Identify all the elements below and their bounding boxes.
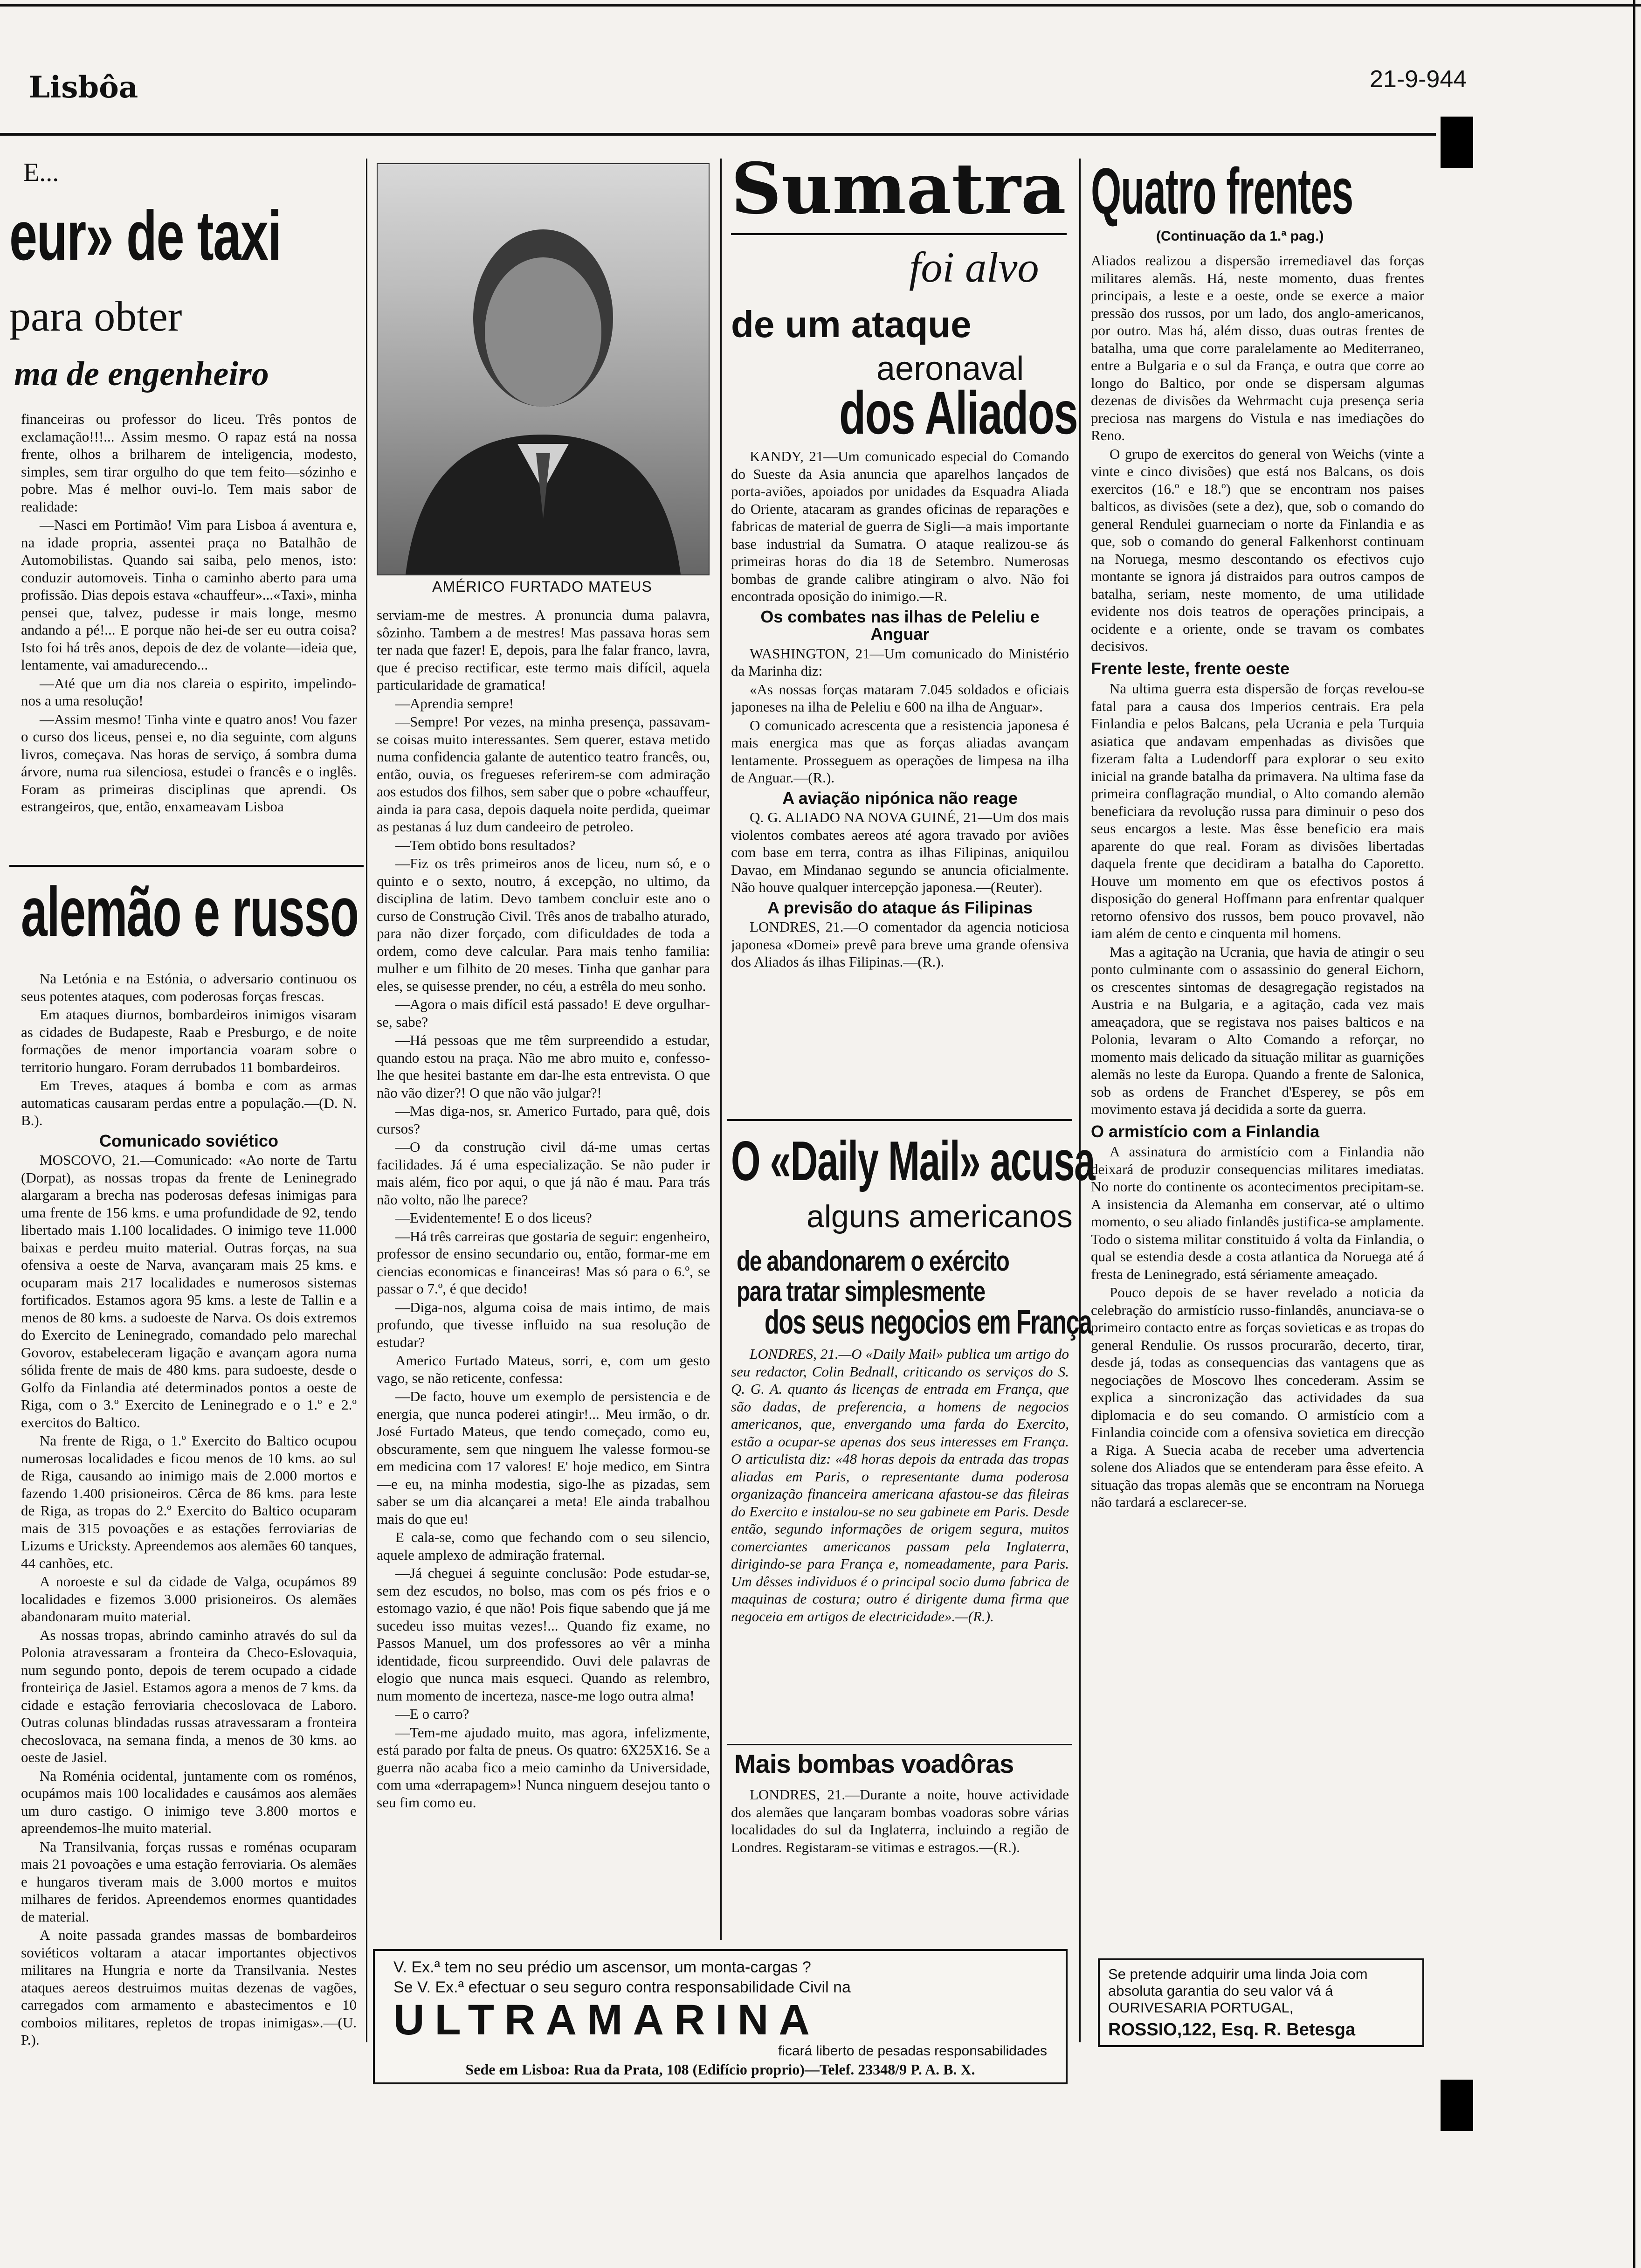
- dm-line3: de abandonarem o exército: [737, 1245, 1009, 1277]
- col4-headline: Quatro frentes: [1091, 154, 1353, 228]
- col4-continuation: (Continuação da 1.ª pag.): [1156, 228, 1324, 244]
- corner-block-top: [1441, 117, 1473, 168]
- col1-article-bottom: [21, 970, 357, 2080]
- paragraph: «As nossas forças mataram 7.045 soldados e oficiais japoneses na ilha de Peleliu e 600 na ilha de Anguar».: [731, 681, 1069, 715]
- dm-line5: dos seus negocios em França: [765, 1304, 1092, 1341]
- paragraph: LONDRES, 21.—O comentador da agencia noticiosa japonesa «Domei» prevê para breve uma grande ofensiva dos Aliados ás ilhas Filipinas.—(R.).: [731, 919, 1069, 970]
- paragraph: —Tem-me ajudado muito, mas agora, infelizmente, está parado por falta de pneus. Os quatro: 6X25X16. Se a guerra não acaba fico a meio caminho da Universidade, com uma «derrapagem»! Nunca ninguem desejou tanto o seu fim como eu.: [377, 1724, 710, 1811]
- paragraph: —Mas diga-nos, sr. Americo Furtado, para quê, dois cursos?: [377, 1103, 710, 1137]
- col-separator-2: [720, 159, 722, 1940]
- paragraph: —Sempre! Por vezes, na minha presença, passavam-se coisas muito interessantes. Sem querer, estava metido numa confidencia galante de autentico teatro francês, ou, então, ouvia, os fregueses referirem-se com admiração aos estudos dos filhos, sem saber que o pobre «chauffeur, ainda ia para casa, depois daquela noite perdida, queimar as pestanas á luz dum candeeiro de petroleo.: [377, 713, 710, 835]
- dm-line4: para tratar simplesmente: [737, 1276, 985, 1307]
- paragraph: Em ataques diurnos, bombardeiros inimigos visaram as cidades de Budapeste, Raab e Presburgo, e de noite formações de menor importancia voaram sobre o territorio hungaro. Foram derrubados 11 bombardeiros.: [21, 1006, 357, 1075]
- photo-caption: AMÉRICO FURTADO MATEUS: [432, 578, 652, 595]
- paragraph: KANDY, 21—Um comunicado especial do Comando do Sueste da Asia anuncia que aparelhos lançados de porta-aviões, apoiados por unidades da Esquadra Aliada do Oriente, atacaram as grandes oficinas de reparações e fabricas de material de guerra de Sigli—a mais importante base industrial da Sumatra. O ataque realizou-se ás primeiras horas do dia 18 de Setembro. Numerosas bombas de grande calibre atingiram o alvo. Não foi encontrada oposição do inimigo.—R.: [731, 448, 1069, 604]
- col3-article-top: [731, 448, 1069, 1100]
- col4-subheading: O armistício com a Finlandia: [1091, 1121, 1320, 1141]
- jewelry-ad-text: Se pretende adquirir uma linda Joia com absoluta garantia do seu valor vá á OURIVESARIA PORTUGAL,: [1108, 1966, 1368, 2016]
- bombs-headline: Mais bombas voadôras: [734, 1749, 1014, 1778]
- col1-headline: eur» de taxi: [9, 196, 281, 275]
- col1-article-top: [21, 410, 357, 867]
- jewelry-ad-address: ROSSIO,122, Esq. R. Betesga: [1108, 2020, 1356, 2040]
- paragraph: financeiras ou professor do liceu. Três pontos de exclamação!!!... Assim mesmo. O rapaz está na nossa frente, olhos a brilharem de inteligencia, modesto, simples, sem tirar orgulho do que tem feito—sózinho e pobre. Mas é melhor ouvi-lo. Tem mais sabor de realidade:: [21, 411, 357, 515]
- paragraph: —Até que um dia nos clareia o espirito, impelindo-nos a uma resolução!: [21, 675, 357, 709]
- dm-line2: alguns americanos: [807, 1199, 1073, 1234]
- top-rule: [0, 4, 1641, 7]
- paragraph: —Diga-nos, alguma coisa de mais intimo, de mais profundo, que tivesse influido na sua resolução de estudar?: [377, 1299, 710, 1350]
- paragraph: Na Roménia ocidental, juntamente com os roménos, ocupámos mais 100 localidades e causámos aos alemães um duro castigo. O inimigo teve 3.800 mortos e apreendemos-lhe muito material.: [21, 1767, 357, 1836]
- bombs-article: [731, 1786, 1069, 1935]
- portrait-photo: [377, 163, 710, 575]
- col1-subhead: para obter: [9, 292, 182, 340]
- paragraph: —Há três carreiras que gostaria de seguir: engenheiro, professor de ensino secundario ou, então, formar-me em ciencias economicas e financeiras! Mas só para o 6.º, se passar o 7.º, é que decido!: [377, 1228, 710, 1297]
- dm-article: [731, 1345, 1069, 1756]
- paragraph: —Tem obtido bons resultados?: [395, 837, 576, 853]
- col4-article: [1091, 252, 1424, 1949]
- paragraph: LONDRES, 21.—Durante a noite, houve actividade dos alemães que lançaram bombas voadoras sobre várias localidades do sul da Inglaterra, incluindo a região de Londres. Registaram-se vitimas e estragos.—(R.).: [731, 1786, 1069, 1855]
- col3-italic: foi alvo: [909, 243, 1039, 291]
- paragraph: —Assim mesmo! Tinha vinte e quatro anos! Vou fazer o curso dos liceus, pensei e, no dia seguinte, com alguns livros, começava. Nas horas de serviço, á sombra duma árvore, numa rua silenciosa, estudei o francês e o inglês. Foram as primeiras disciplinas que aprendi. Os estrangeiros, que, então, enxameavam Lisboa: [21, 711, 357, 815]
- col1-subheading: Comunicado soviético: [99, 1131, 279, 1150]
- col3-subheading: A previsão do ataque ás Filipinas: [767, 898, 1033, 917]
- paragraph: —Agora o mais difícil está passado! E deve orgulhar-se, sabe?: [377, 996, 710, 1030]
- header-rule: [0, 133, 1436, 136]
- col1-italic-subhead: ma de engenheiro: [14, 355, 269, 393]
- paragraph: E cala-se, como que fechando com o seu silencio, aquele amplexo de admiração fraternal.: [377, 1529, 710, 1563]
- col1-kicker: E...: [23, 158, 59, 187]
- portrait-silhouette: [378, 164, 709, 574]
- paragraph: O grupo de exercitos do general von Weichs (vinte a vinte e cinco divisões) que está nos Balcans, os dois exercitos (16.º e 18.º) que se encontram nos paises balticos, as divisões (sete a dez), que, sob o comando do general Rendulei guarneciam o norte da Finlandia e as que, sob o comando do general Falkenhorst continuam na Noruega, mesmo descontando os efectivos cujo montante se ignora já distraidos para outros campos de batalha, seriam, neste momento, de uma utilidade evidente nos dois teatros de operações principais, a ocidente e a oriente, onde se travam os combates decisivos.: [1091, 445, 1424, 654]
- ad-line2: Se V. Ex.ª efectuar o seu seguro contra responsabilidade Civil na: [393, 1978, 851, 1996]
- paragraph: A assinatura do armistício com a Finlandia não deixará de produzir consequencias militares imediatas. No norte do continente os acontecimentos precipitam-se. A insistencia da Alemanha em conservar, até o ultimo momento, o seu aliado finlandês justifica-se amplamente. Todo o sistema militar constituido á volta da Finlandia, o qual se estendia desde a costa atlantica da Noruega até á fresta de Leninegrado, está sériamente ameaçado.: [1091, 1143, 1424, 1282]
- paragraph: WASHINGTON, 21—Um comunicado do Ministério da Marinha diz:: [731, 645, 1069, 679]
- col3-subheading: A aviação nipónica não reage: [782, 788, 1018, 808]
- paragraph: Aliados realizou a dispersão irremediavel das forças militares alemãs. Há, neste momento, duas frentes principais, a leste e a oeste, onde se exerce a maior pressão dos russos, por um lado, dos anglo-americanos, por outro. Mas há, além disso, duas outras frentes de batalha, uma que corre paralelamente ao Mediterraneo, entre a Bulgaria e o sul da França, e outra que corre ao longo do Baltico, por onde se dispersam algumas dezenas de divisões da Wehrmacht cuja presença seria preciosa nas margens do Vistula e nas imediações do Reno.: [1091, 252, 1424, 443]
- col2-article: [377, 606, 710, 1874]
- col-separator-3: [1079, 159, 1081, 2042]
- col-separator-1: [366, 159, 367, 2042]
- paragraph: Mas a agitação na Ucrania, que havia de atingir o seu ponto culminante com o assassinio do general Eichorn, os crescentes sintomas de desagregação registados na Austria e na Bulgaria, e a agitação, cada vez mais ameaçadora, que se registava nos paises balticos e na Polonia, levaram o Alto Comando a reforçar, no momento mais delicado da situação militar as guarnições alemãs no leste da Europa. Quando a frente de Salonica, sob as ordens de Franchet d'Esperey, se pôs em movimento estava já decidida a sorte da guerra.: [1091, 943, 1424, 1117]
- paragraph: Na Transilvania, forças russas e roménas ocuparam mais 21 povoações e uma estação ferroviaria. Os alemães e hungaros tiveram mais de 3.000 mortos e muitos milhares de feridos. Apreendemos enormes quantidades de material.: [21, 1838, 357, 1925]
- col3-divider-2: [727, 1744, 1072, 1745]
- col3-subheading: Os combates nas ilhas de Peleliu e Anguar: [760, 607, 1040, 643]
- col3-headline: Sumatra: [731, 148, 1066, 230]
- corner-block-bottom: [1441, 2080, 1473, 2131]
- col3-line3: aeronaval: [876, 350, 1024, 387]
- ad-line3: ficará liberto de pesadas responsabilidades: [778, 2043, 1047, 2059]
- paragraph: —Nasci em Portimão! Vim para Lisboa á aventura e, na idade propria, assentei praça no Batalhão de Automobilistas. Quando sai saiba, pelo menos, isto: conduzir automoveis. Tinha o caminho aberto para uma profissão. Dias depois estava «chauffeur»...«Taxi», minha pensei que, talvez, pudesse ir mais longe, mesmo andando a pé!... E porque não hei-de ser eu outra coisa? Isto foi há três anos, depois de dez de volante—ideia que, lentamente, vai amadurecendo...: [21, 517, 357, 673]
- paragraph: —Já cheguei á seguinte conclusão: Pode estudar-se, sem dez escudos, no bolso, mas com os pés frios e o estomago vazio, é que não! Pois fique sabendo que já me sucedeu isso muitas vezes!... Quando fiz exame, no Passos Manuel, um dos professores ao vêr a minha identidade, ficou surpreendido. Ouvi dele palavras de elogio que nunca mais esqueci. Quando as relembro, num momento de incerteza, nasce-me logo outra alma!: [377, 1565, 710, 1704]
- paragraph: A noroeste e sul da cidade de Valga, ocupámos 89 localidades e fizemos 3.000 prisioneiros. Os alemães abandonaram muito material.: [21, 1573, 357, 1625]
- paragraph: Q. G. ALIADO NA NOVA GUINÉ, 21—Um dos mais violentos combates aereos até agora travado por aviões com base em terra, contra as ilhas Filipinas, aniquilou Davao, em Mindanao segundo se anuncia oficialmente. Não houve qualquer intercepção japonesa.—(Reuter).: [731, 809, 1069, 895]
- paragraph: Pouco depois de se haver revelado a noticia da celebração do armistício russo-finlandês, anunciava-se o primeiro contacto entre as forças sovieticas e as tropas do general Rendulie. Os russos procurarão, decerto, tirar, desde já, todas as consequencias das vantagens que as negociações de Moscovo lhes concederam. Assim se explica a sincronização das actividades da sua diplomacia e do seu comando. O armistício com a Finlandia coincide com a ofensiva sovietica em direcção a Riga. A Suecia acaba de receber uma advertencia solene dos Aliados que se entenderam para êsse efeito. A situação das tropas alemãs que se encontram na Noruega não tardará a esclarecer-se.: [1091, 1284, 1424, 1510]
- paragraph: —Fiz os três primeiros anos de liceu, num só, e o quinto e o sexto, noutro, á excepção, no ultimo, da disciplina de latim. Devo tambem concluir este ano o curso de Construção Civil. Três anos de trabalho aturado, para não dizer forçado, com dificuldades de toda a ordem, como deve calcular. Para mais tenho familia: mulher e um filhito de 20 meses. Tinha que ganhar para eles, se quisesse prender, no céu, a estrêla do meu sonho.: [377, 855, 710, 994]
- ad-line1: V. Ex.ª tem no seu prédio um ascensor, um monta-cargas ?: [393, 1958, 811, 1976]
- paragraph: A noite passada grandes massas de bombardeiros soviéticos voltaram a atacar importantes objectivos militares na Hungria e norte da Transilvania. Nestes ataques aereos destruimos muitas dezenas de vagões, carregados com armamento e abastecimentos e 10 comboios militares, repletos de tropas inimigas».—(U. P.).: [21, 1927, 357, 2048]
- paragraph: serviam-me de mestres. A pronuncia duma palavra, sôzinho. Tambem a de mestres! Mas passava horas sem ter nada que fazer! E, depois, para lhe falar franco, lavra, que é preciso rectificar, este termo mais difícil, aquela particularidade de gramatica!: [377, 607, 710, 693]
- paragraph: —Há pessoas que me têm surpreendido a estudar, quando estou na praça. Não me abro muito e, confesso-lhe que hesitei bastante em dar-lhe esta entrevista. O que não vão dizer?! O que não vão julgar?!: [377, 1032, 710, 1101]
- paragraph: —Aprendia sempre!: [395, 695, 514, 712]
- paragraph: MOSCOVO, 21.—Comunicado: «Ao norte de Tartu (Dorpat), as nossas tropas da frente de Leninegrado alargaram a brecha nas poderosas defesas inimigas para uma frente de 156 kms. e uma profundidade de 92, tendo libertado mais 1.100 localidades. O inimigo teve 11.000 baixas e perdeu muito material. Outras forças, na sua ofensiva a oeste de Narva, avançaram mais 25 kms. e ocuparam mais 217 localidades e numerosos sistemas fortificados. Estamos agora 95 kms. a leste de Tallin e a menos de 80 kms. a sudoeste de Narva. Os dois extremos do Exercito de Leninegrado, comandado pelo marechal Govorov, estabeleceram ligação e avançam agora numa sólida frente de mais de 480 kms. para sudoeste, desde o Golfo da Finlandia até determinados pontos a oeste de Riga, com o 3.º Exercito de Leninegrado e o 1.º e 2.º exercitos do Baltico.: [21, 1152, 357, 1431]
- paragraph: —De facto, houve um exemplo de persistencia e de energia, que nunca poderei atingir!... Meu irmão, o dr. José Furtado Mateus, que tendo começado, como eu, obscuramente, sem que ninguem lhe valesse formou-se em medicina com 17 valores! E' hoje medico, em Sintra—e eu, na minha modestia, sigo-lhe as pizadas, sem saber se um dia alcançarei a meta! Ele ainda trabalhou mais do que eu!: [377, 1388, 710, 1527]
- paragraph: LONDRES, 21.—O «Daily Mail» publica um artigo do seu redactor, Colin Bednall, criticando os serviços do S. Q. G. A. quanto ás licenças de entrada em França, que são dadas, de preferencia, a homens de negocios americanos, que, envergando uma farda do Exercito, estão a ocupar-se apenas dos seus interesses em França. O articulista diz: «48 horas depois da entrada das tropas aliadas em Paris, o representante duma poderosa organização financeira americana afastou-se das fileiras do Exercito e instalou-se no seu gabinete em Paris. Desde então, segundo informações de origem segura, muitos comerciantes americanos passam pela Inglaterra, dirigindo-se para França e, nomeadamente, para Paris. Um dêsses individuos é o principal socio duma fabrica de maquinas de costura; outro é dirigente duma firma que negoceia em artigos de electricidade».—(R.).: [731, 1346, 1069, 1625]
- paragraph: Na ultima guerra esta dispersão de forças revelou-se fatal para a causa dos Imperios centrais. Era pela Finlandia e pelos Balcans, pela Ucrania e pela Turquia asiatica que andavam empenhadas as divisões que fizeram falta a Ludendorff para explorar o seu exito inicial na grande batalha da primavera. Na ultima fase da primeira conflagração mundial, o Alto comando alemão beneficiara da revolução russa para diminuir o peso dos seus encargos a leste. Mas êsse beneficio era mais aparente do que real. Foram as divisões libertadas daquela frente que decidiram a batalha do Caporetto. Houve um momento em que os efectivos postos á disposição do general Hoffmann para enfrentar qualquer retorno ofensivo dos russos, bem pouco provavel, não iam além de cento e cinquenta mil homens.: [1091, 680, 1424, 941]
- ad-brand: ULTRAMARINA: [393, 1996, 820, 2044]
- jewelry-ad: [1098, 1958, 1424, 2047]
- dm-headline: O «Daily Mail» acusa: [731, 1130, 1095, 1192]
- paragraph: Em Treves, ataques á bomba e com as armas automaticas causaram perdas entre a população.—(D. N. B.).: [21, 1077, 357, 1128]
- paragraph: —O da construção civil dá-me umas certas facilidades. Já é uma especialização. Se não puder ir mais além, fico por aqui, o que já não é mau. Para trás não volto, não lhe parece?: [377, 1139, 710, 1208]
- masthead-date: 21-9-944: [1370, 66, 1467, 93]
- paragraph: Na Letónia e na Estónia, o adversario continuou os seus potentes ataques, com poderosas forças frescas.: [21, 970, 357, 1004]
- col1-divider: [9, 865, 364, 867]
- col3-headline-rule: [731, 233, 1067, 235]
- col4-subheading: Frente leste, frente oeste: [1091, 658, 1290, 678]
- masthead-location: Lisbôa: [29, 70, 138, 105]
- col1-headline2: alemão e russo: [21, 872, 359, 951]
- right-border: [1633, 0, 1635, 2268]
- paragraph: O comunicado acrescenta que a resistencia japonesa é mais energica mas que as forças aliadas avançam lentamente. Prosseguem as operações de limpesa na ilha de Anguar.—(R.).: [731, 717, 1069, 786]
- paragraph: As nossas tropas, abrindo caminho através do sul da Polonia atravessaram a fronteira da Checo-Eslovaquia, num segundo ponto, depois de terem ocupado a cidade fronteiriça de Jasiel. Estamos agora a menos de 7 kms. da cidade e estação ferroviaria checoslovaca de Laboro. Outras colunas blindadas russas atravessaram a fronteira checoslovaca, na semana finda, a menos de 30 kms. ao oeste de Jasiel.: [21, 1626, 357, 1765]
- col3-line4: dos Aliados: [839, 379, 1078, 447]
- paragraph: —Evidentemente! E o dos liceus?: [395, 1210, 592, 1226]
- col3-divider: [727, 1119, 1072, 1121]
- ad-line4: Sede em Lisboa: Rua da Prata, 108 (Edifício proprio)—Telef. 23348/9 P. A. B. X.: [465, 2061, 975, 2078]
- paragraph: Americo Furtado Mateus, sorri, e, com um gesto vago, se não reticente, confessa:: [377, 1352, 710, 1386]
- paragraph: Na frente de Riga, o 1.º Exercito do Baltico ocupou numerosas localidades e ficou menos de 10 kms. ao sul de Riga, causando ao inimigo mais de 2.000 mortos e fazendo 1.400 prisioneiros. Cêrca de 86 kms. para leste de Riga, as tropas do 2.º Exercito do Baltico ocuparam mais de 315 povoações e as estações ferroviarias de Lizums e Uricksty. Apreendemos aos alemães 60 tanques, 44 canhões, etc.: [21, 1432, 357, 1571]
- col3-line2: de um ataque: [731, 304, 972, 345]
- paragraph: —E o carro?: [395, 1706, 469, 1722]
- ultramarina-ad: [373, 1949, 1068, 2084]
